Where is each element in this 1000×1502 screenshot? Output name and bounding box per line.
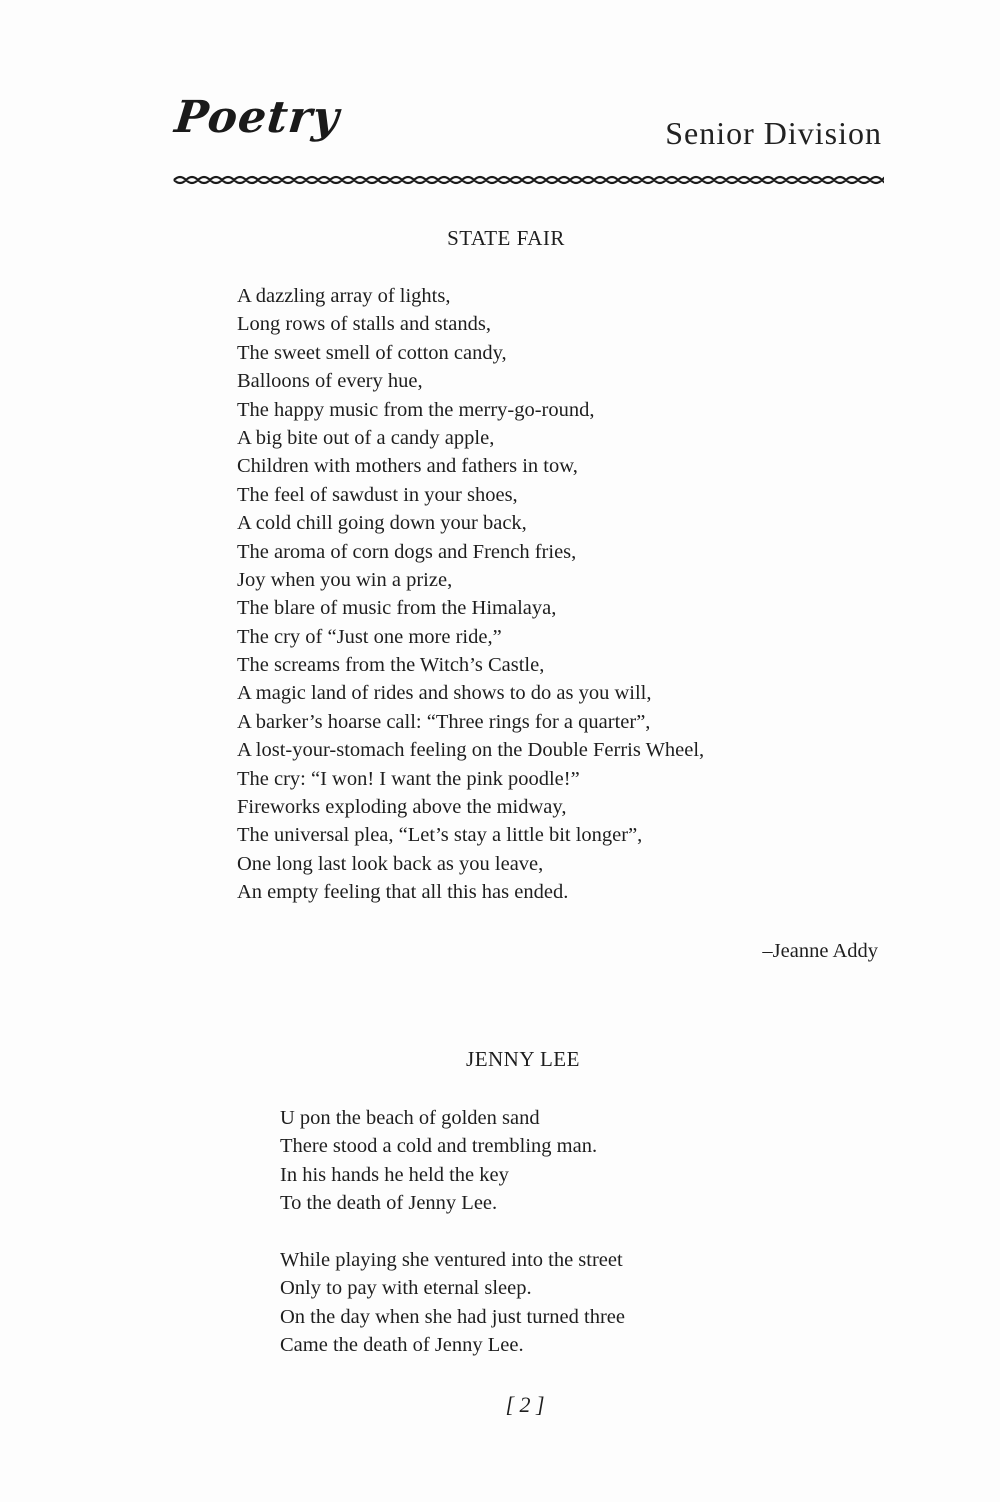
poem-line: The happy music from the merry-go-round, [237, 398, 595, 421]
poem-line: A magic land of rides and shows to do as you will, [237, 682, 652, 705]
poem-line: U pon the beach of golden sand [280, 1107, 540, 1129]
poem-line: A lost-your-stomach feeling on the Double Ferris Wheel, [237, 739, 705, 762]
poem-line: There stood a cold and trembling man. [280, 1135, 598, 1158]
division-label: Senior Division [665, 115, 882, 151]
decorative-border-ornament [172, 170, 884, 190]
poem-line: While playing she ventured into the street [280, 1249, 623, 1271]
poem-title-state-fair: STATE FAIR [447, 226, 565, 250]
poem-line: An empty feeling that all this has ended. [237, 881, 569, 904]
poem-line: Came the death of Jenny Lee. [280, 1334, 524, 1357]
poem-line: In his hands he held the key [280, 1163, 509, 1186]
poem-jenny-lee-stanza-2 [280, 1246, 625, 1360]
poem-line: The aroma of corn dogs and French fries, [237, 540, 577, 563]
poem-line: Fireworks exploding above the midway, [237, 796, 567, 819]
poem-line: A dazzling array of lights, [237, 285, 451, 307]
poem-author: –Jeanne Addy [762, 940, 878, 962]
poem-line: A cold chill going down your back, [237, 512, 527, 535]
poem-title-jenny-lee: JENNY LEE [466, 1047, 580, 1071]
poem-line: One long last look back as you leave, [237, 852, 544, 875]
poem-line: The screams from the Witch’s Castle, [237, 654, 545, 677]
poem-line: The feel of sawdust in your shoes, [237, 483, 518, 506]
poem-line: Children with mothers and fathers in tow, [237, 455, 578, 478]
poem-line: A barker’s hoarse call: “Three rings for a quarter”, [237, 710, 651, 733]
poem-line: To the death of Jenny Lee. [280, 1192, 498, 1215]
poem-jenny-lee-stanza-1 [280, 1104, 597, 1218]
poem-line: The universal plea, “Let’s stay a little bit longer”, [237, 824, 643, 847]
poem-line: Only to pay with eternal sleep. [280, 1277, 532, 1300]
page-number: [ 2 ] [505, 1392, 545, 1417]
poem-line: Long rows of stalls and stands, [237, 313, 491, 336]
poem-line: A big bite out of a candy apple, [237, 426, 495, 449]
poem-line: The blare of music from the Himalaya, [237, 597, 557, 620]
section-title: Poetry [172, 92, 343, 143]
poem-state-fair-lines [237, 282, 704, 907]
poem-line: On the day when she had just turned three [280, 1305, 625, 1328]
poem-line: The cry of “Just one more ride,” [237, 625, 502, 648]
poem-line: Joy when you win a prize, [237, 568, 453, 591]
poem-line: Balloons of every hue, [237, 370, 423, 393]
poem-line: The cry: “I won! I want the pink poodle!” [237, 767, 580, 790]
poem-line: The sweet smell of cotton candy, [237, 341, 507, 364]
